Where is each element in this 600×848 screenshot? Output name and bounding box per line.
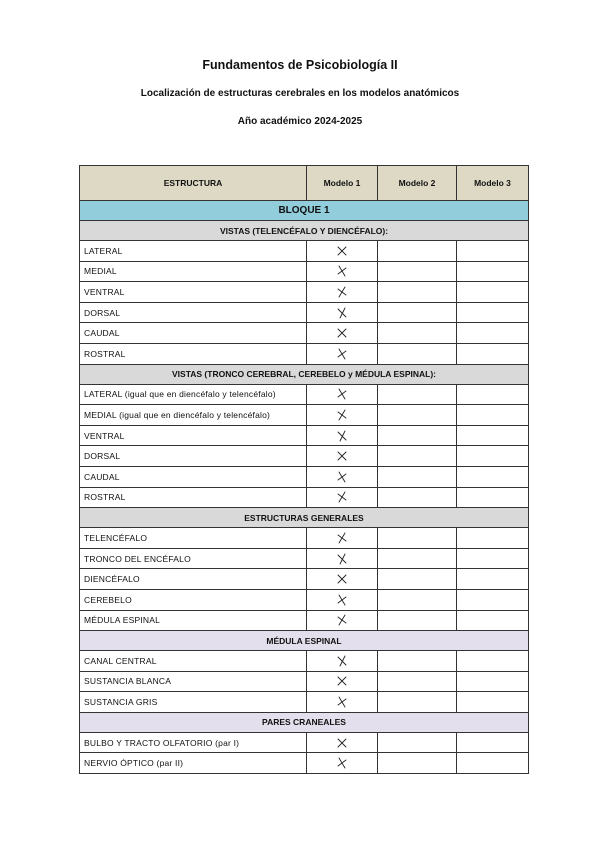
section-title: MÉDULA ESPINAL	[80, 631, 529, 651]
column-header-modelo-2: Modelo 2	[378, 166, 457, 201]
structure-name: DORSAL	[80, 302, 307, 323]
handwritten-x-mark-icon	[336, 655, 348, 667]
handwritten-x-mark-icon	[336, 409, 348, 421]
modelo-3-cell[interactable]	[457, 425, 529, 446]
section-header-row	[80, 221, 529, 241]
table-row	[80, 610, 529, 631]
table-body	[80, 201, 529, 774]
table-row	[80, 753, 529, 774]
structure-name: DIENCÉFALO	[80, 569, 307, 590]
table-row	[80, 732, 529, 753]
column-header-modelo-3: Modelo 3	[457, 166, 529, 201]
modelo-2-cell[interactable]	[378, 528, 457, 549]
modelo-2-cell[interactable]	[378, 692, 457, 713]
modelo-1-cell[interactable]	[307, 241, 378, 262]
modelo-3-cell[interactable]	[457, 692, 529, 713]
handwritten-x-mark-icon	[336, 675, 348, 687]
modelo-3-cell[interactable]	[457, 589, 529, 610]
modelo-1-cell[interactable]	[307, 671, 378, 692]
handwritten-x-mark-icon	[336, 757, 348, 769]
modelo-2-cell[interactable]	[378, 651, 457, 672]
handwritten-x-mark-icon	[336, 491, 348, 503]
modelo-3-cell[interactable]	[457, 282, 529, 303]
modelo-2-cell[interactable]	[378, 261, 457, 282]
modelo-1-cell[interactable]	[307, 466, 378, 487]
modelo-1-cell[interactable]	[307, 753, 378, 774]
modelo-2-cell[interactable]	[378, 610, 457, 631]
structure-name: SUSTANCIA BLANCA	[80, 671, 307, 692]
handwritten-x-mark-icon	[336, 245, 348, 257]
table-row	[80, 343, 529, 364]
modelo-3-cell[interactable]	[457, 343, 529, 364]
table-row	[80, 589, 529, 610]
modelo-3-cell[interactable]	[457, 487, 529, 508]
structure-name: SUSTANCIA GRIS	[80, 692, 307, 713]
document-title: Fundamentos de Psicobiología II	[202, 58, 398, 72]
section-title: VISTAS (TRONCO CEREBRAL, CEREBELO y MÉDULA ESPINAL):	[80, 364, 529, 384]
modelo-2-cell[interactable]	[378, 282, 457, 303]
section-title: VISTAS (TELENCÉFALO Y DIENCÉFALO):	[80, 221, 529, 241]
modelo-3-cell[interactable]	[457, 548, 529, 569]
modelo-1-cell[interactable]	[307, 405, 378, 426]
modelo-2-cell[interactable]	[378, 323, 457, 344]
column-header-estructura: ESTRUCTURA	[80, 166, 307, 201]
structure-name: LATERAL (igual que en diencéfalo y telencéfalo)	[80, 384, 307, 405]
modelo-2-cell[interactable]	[378, 487, 457, 508]
table-row	[80, 651, 529, 672]
structures-table	[79, 165, 529, 774]
handwritten-x-mark-icon	[336, 348, 348, 360]
modelo-3-cell[interactable]	[457, 446, 529, 467]
table-row	[80, 282, 529, 303]
structure-name: CEREBELO	[80, 589, 307, 610]
handwritten-x-mark-icon	[336, 737, 348, 749]
modelo-3-cell[interactable]	[457, 261, 529, 282]
table-row	[80, 446, 529, 467]
modelo-2-cell[interactable]	[378, 446, 457, 467]
handwritten-x-mark-icon	[336, 614, 348, 626]
modelo-3-cell[interactable]	[457, 753, 529, 774]
structure-name: MEDIAL (igual que en diencéfalo y telencéfalo)	[80, 405, 307, 426]
modelo-2-cell[interactable]	[378, 589, 457, 610]
table-row	[80, 261, 529, 282]
modelo-1-cell[interactable]	[307, 261, 378, 282]
modelo-1-cell[interactable]	[307, 323, 378, 344]
table-row	[80, 569, 529, 590]
section-title: ESTRUCTURAS GENERALES	[80, 508, 529, 528]
modelo-3-cell[interactable]	[457, 302, 529, 323]
academic-year: Año académico 2024-2025	[237, 116, 363, 127]
modelo-2-cell[interactable]	[378, 405, 457, 426]
modelo-3-cell[interactable]	[457, 405, 529, 426]
modelo-3-cell[interactable]	[457, 651, 529, 672]
handwritten-x-mark-icon	[336, 471, 348, 483]
structure-name: MEDIAL	[80, 261, 307, 282]
modelo-1-cell[interactable]	[307, 651, 378, 672]
table-header-row	[80, 166, 529, 201]
structure-name: CANAL CENTRAL	[80, 651, 307, 672]
modelo-1-cell[interactable]	[307, 610, 378, 631]
modelo-1-cell[interactable]	[307, 343, 378, 364]
modelo-2-cell[interactable]	[378, 548, 457, 569]
modelo-3-cell[interactable]	[457, 732, 529, 753]
table-row	[80, 384, 529, 405]
modelo-2-cell[interactable]	[378, 466, 457, 487]
table-row	[80, 466, 529, 487]
structure-name: BULBO Y TRACTO OLFATORIO (par I)	[80, 732, 307, 753]
structure-name: ROSTRAL	[80, 343, 307, 364]
table-row	[80, 405, 529, 426]
modelo-2-cell[interactable]	[378, 753, 457, 774]
modelo-2-cell[interactable]	[378, 671, 457, 692]
modelo-1-cell[interactable]	[307, 569, 378, 590]
handwritten-x-mark-icon	[336, 265, 348, 277]
table-row	[80, 671, 529, 692]
modelo-2-cell[interactable]	[378, 732, 457, 753]
handwritten-x-mark-icon	[336, 594, 348, 606]
table-row	[80, 528, 529, 549]
modelo-3-cell[interactable]	[457, 323, 529, 344]
structure-name: CAUDAL	[80, 466, 307, 487]
modelo-1-cell[interactable]	[307, 425, 378, 446]
modelo-1-cell[interactable]	[307, 487, 378, 508]
section-header-row	[80, 631, 529, 651]
structure-name: DORSAL	[80, 446, 307, 467]
handwritten-x-mark-icon	[336, 327, 348, 339]
table-row	[80, 425, 529, 446]
document-subtitle: Localización de estructuras cerebrales en los modelos anatómicos	[140, 88, 460, 99]
handwritten-x-mark-icon	[336, 532, 348, 544]
section-title: PARES CRANEALES	[80, 712, 529, 732]
modelo-3-cell[interactable]	[457, 610, 529, 631]
modelo-2-cell[interactable]	[378, 343, 457, 364]
column-header-modelo-1: Modelo 1	[307, 166, 378, 201]
modelo-2-cell[interactable]	[378, 302, 457, 323]
block-row	[80, 201, 529, 221]
modelo-3-cell[interactable]	[457, 241, 529, 262]
modelo-3-cell[interactable]	[457, 569, 529, 590]
table-row	[80, 692, 529, 713]
structure-name: VENTRAL	[80, 425, 307, 446]
table-row	[80, 548, 529, 569]
structure-name: LATERAL	[80, 241, 307, 262]
table-row	[80, 487, 529, 508]
handwritten-x-mark-icon	[336, 388, 348, 400]
modelo-1-cell[interactable]	[307, 302, 378, 323]
structure-name: NERVIO ÓPTICO (par II)	[80, 753, 307, 774]
structure-name: CAUDAL	[80, 323, 307, 344]
modelo-1-cell[interactable]	[307, 446, 378, 467]
handwritten-x-mark-icon	[336, 696, 348, 708]
modelo-3-cell[interactable]	[457, 466, 529, 487]
modelo-1-cell[interactable]	[307, 589, 378, 610]
section-header-row	[80, 712, 529, 732]
structure-name: MÉDULA ESPINAL	[80, 610, 307, 631]
modelo-2-cell[interactable]	[378, 425, 457, 446]
handwritten-x-mark-icon	[336, 307, 348, 319]
block-title: BLOQUE 1	[80, 201, 529, 221]
modelo-2-cell[interactable]	[378, 384, 457, 405]
modelo-1-cell[interactable]	[307, 282, 378, 303]
structure-name: TRONCO DEL ENCÉFALO	[80, 548, 307, 569]
modelo-2-cell[interactable]	[378, 569, 457, 590]
modelo-2-cell[interactable]	[378, 241, 457, 262]
modelo-1-cell[interactable]	[307, 548, 378, 569]
modelo-1-cell[interactable]	[307, 528, 378, 549]
modelo-1-cell[interactable]	[307, 732, 378, 753]
handwritten-x-mark-icon	[336, 286, 348, 298]
handwritten-x-mark-icon	[336, 573, 348, 585]
structure-name: VENTRAL	[80, 282, 307, 303]
modelo-3-cell[interactable]	[457, 671, 529, 692]
table-row	[80, 241, 529, 262]
modelo-1-cell[interactable]	[307, 692, 378, 713]
modelo-1-cell[interactable]	[307, 384, 378, 405]
modelo-3-cell[interactable]	[457, 528, 529, 549]
handwritten-x-mark-icon	[336, 553, 348, 565]
section-header-row	[80, 508, 529, 528]
structure-name: TELENCÉFALO	[80, 528, 307, 549]
table-row	[80, 323, 529, 344]
table-row	[80, 302, 529, 323]
structure-name: ROSTRAL	[80, 487, 307, 508]
modelo-3-cell[interactable]	[457, 384, 529, 405]
handwritten-x-mark-icon	[336, 430, 348, 442]
handwritten-x-mark-icon	[336, 450, 348, 462]
section-header-row	[80, 364, 529, 384]
